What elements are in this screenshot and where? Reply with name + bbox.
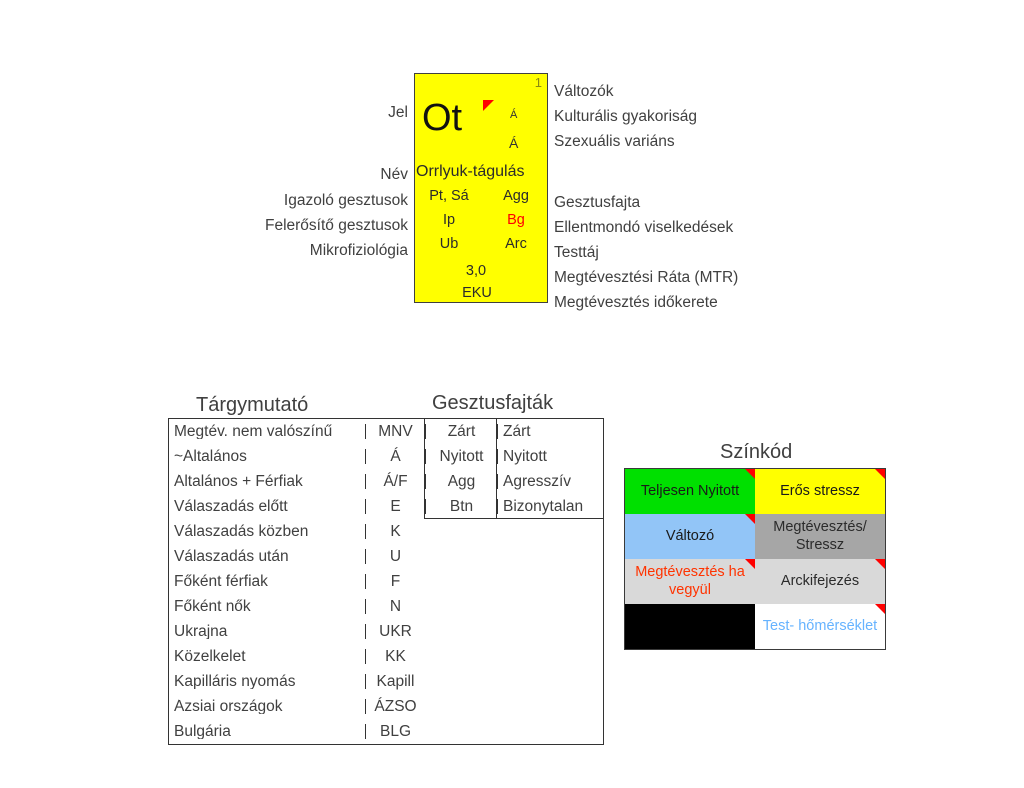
legend-label: Megtévesztés ha vegyül: [635, 564, 745, 598]
index-and-gesture-table: [168, 418, 604, 745]
table-row[interactable]: [169, 519, 603, 544]
card-row: [415, 237, 549, 261]
gesture-table-title: Gesztusfajták: [432, 392, 554, 414]
gesture-name: Agresszív: [497, 474, 603, 490]
label-valtozok: Változók: [554, 83, 614, 100]
label-megtevesztesi-rata: Megtévesztési Ráta (MTR): [554, 269, 739, 286]
card-amplifying-gestures: Ip: [442, 212, 456, 228]
table-row[interactable]: [169, 619, 603, 644]
legend-row: [625, 469, 885, 514]
gesture-abbr: Nyitott: [425, 449, 497, 465]
legend-row: [625, 604, 885, 649]
index-name: Válaszadás közben: [174, 523, 309, 540]
card-row: [415, 213, 549, 237]
label-nev: Név: [380, 166, 408, 183]
legend-cell-arckifejezes[interactable]: [755, 559, 885, 604]
gesture-abbr: Btn: [425, 499, 497, 515]
index-code: Kapill: [365, 674, 425, 690]
index-code: U: [365, 549, 425, 565]
red-triangle-icon: [745, 514, 755, 524]
legend-cell-eros-stressz[interactable]: [755, 469, 885, 514]
gesture-name: Zárt: [497, 424, 603, 440]
index-name: Főként nők: [174, 598, 251, 615]
label-szexualis-varians: Szexuális variáns: [554, 133, 675, 150]
legend-label: Megtévesztés/ Stressz: [773, 519, 867, 553]
red-triangle-icon: [875, 469, 885, 479]
legend-label: Test- hőmérséklet: [762, 617, 878, 634]
index-code: K: [365, 524, 425, 540]
gesture-table-left-border: [424, 418, 425, 518]
red-triangle-icon: [745, 469, 755, 479]
index-code: Á: [365, 449, 425, 465]
red-triangle-icon: [745, 559, 755, 569]
table-row[interactable]: [169, 644, 603, 669]
index-name: Bulgária: [174, 723, 231, 740]
table-row[interactable]: [169, 419, 603, 444]
index-name: Általános + Férfiak: [174, 473, 303, 490]
card-sexual-variant: Á: [509, 135, 519, 151]
label-felerosito-gesztusok: Felerősítő gesztusok: [264, 217, 408, 234]
gesture-table-bottom-border: [424, 518, 604, 519]
table-row[interactable]: [169, 444, 603, 469]
legend-label: Teljesen Nyitott: [640, 482, 740, 499]
index-name: Főként férfiak: [174, 573, 268, 590]
table-row[interactable]: [169, 469, 603, 494]
label-igazolo-gesztusok: Igazoló gesztusok: [283, 192, 408, 209]
index-name: Megtév. nem valószínű: [174, 423, 333, 440]
card-contradictory-behaviour: Bg: [507, 212, 525, 228]
legend-label: Arckifejezés: [780, 572, 860, 589]
index-name: Kapilláris nyomás: [174, 673, 296, 690]
index-code: Á/F: [365, 474, 425, 490]
red-triangle-icon: [875, 559, 885, 569]
legend-row: [625, 514, 885, 559]
label-ellentmondo-viselkedesek: Ellentmondó viselkedések: [554, 219, 734, 236]
card-supporting-gestures: Pt, Sá: [429, 188, 469, 204]
gesture-abbr: Zárt: [425, 424, 497, 440]
legend-label: Erős stressz: [780, 482, 860, 499]
index-name: Válaszadás után: [174, 548, 289, 565]
card-microphysiology: Ub: [439, 236, 459, 252]
index-code: UKR: [365, 624, 425, 640]
table-row[interactable]: [169, 594, 603, 619]
index-code: KK: [365, 649, 425, 665]
card-mtr-value: 3,0: [465, 263, 487, 279]
legend-cell-megtevesztes-ha-vegyul[interactable]: [625, 559, 755, 604]
element-card[interactable]: [414, 73, 548, 303]
red-triangle-icon: [875, 604, 885, 614]
table-row[interactable]: [169, 544, 603, 569]
color-legend-table: [624, 468, 886, 650]
index-code: N: [365, 599, 425, 615]
gesture-name: Nyitott: [497, 449, 603, 465]
gesture-abbr: Agg: [425, 474, 497, 490]
index-code: MNV: [365, 424, 425, 440]
label-kulturalis-gyakorisag: Kulturális gyakoriság: [554, 108, 698, 125]
color-legend-title: Színkód: [720, 441, 793, 463]
label-gesztusfajta: Gesztusfajta: [554, 194, 641, 211]
legend-cell-test-homerseklet[interactable]: [755, 604, 885, 649]
legend-cell-megtevesztes-stressz[interactable]: [755, 514, 885, 559]
index-name: Ázsiai országok: [174, 698, 283, 715]
table-row[interactable]: [169, 694, 603, 719]
index-code: ÁZSO: [365, 699, 425, 715]
index-table-title: Tárgymutató: [196, 394, 309, 416]
index-code: F: [365, 574, 425, 590]
index-code: E: [365, 499, 425, 515]
legend-cell-teljesen-nyitott[interactable]: [625, 469, 755, 514]
label-jel: Jel: [388, 104, 408, 121]
label-mikrofiziologia: Mikrofiziológia: [309, 242, 408, 259]
gesture-table-mid-border: [496, 418, 497, 518]
red-triangle-icon: [483, 100, 494, 111]
legend-cell-valtozo[interactable]: [625, 514, 755, 559]
index-name: Közelkelet: [174, 648, 246, 665]
card-attribute-grid: [415, 189, 549, 261]
table-row[interactable]: [169, 669, 603, 694]
legend-row: [625, 559, 885, 604]
card-cultural-frequency: Á: [510, 109, 518, 121]
card-symbol: Ot: [422, 97, 463, 139]
card-timeframe: EKU: [462, 285, 492, 301]
card-name: Orrlyuk-tágulás: [416, 164, 525, 180]
table-row[interactable]: [169, 569, 603, 594]
table-row[interactable]: [169, 719, 603, 744]
legend-label: Változó: [665, 527, 715, 544]
index-name: Válaszadás előtt: [174, 498, 288, 515]
card-number: 1: [534, 75, 542, 90]
label-testtaj: Testtáj: [554, 244, 599, 261]
label-megtevesztes-idokerete: Megtévesztés időkerete: [554, 294, 718, 311]
gesture-name: Bizonytalan: [497, 499, 603, 515]
card-row: [415, 189, 549, 213]
index-name: Ukrajna: [174, 623, 228, 640]
card-gesture-type: Agg: [503, 188, 529, 204]
card-body-region: Arc: [505, 236, 527, 252]
element-card-block: [0, 0, 1024, 330]
table-row[interactable]: [169, 494, 603, 519]
index-code: BLG: [365, 724, 425, 740]
index-name: ~Általános: [174, 448, 247, 465]
legend-cell-black[interactable]: [625, 604, 755, 649]
